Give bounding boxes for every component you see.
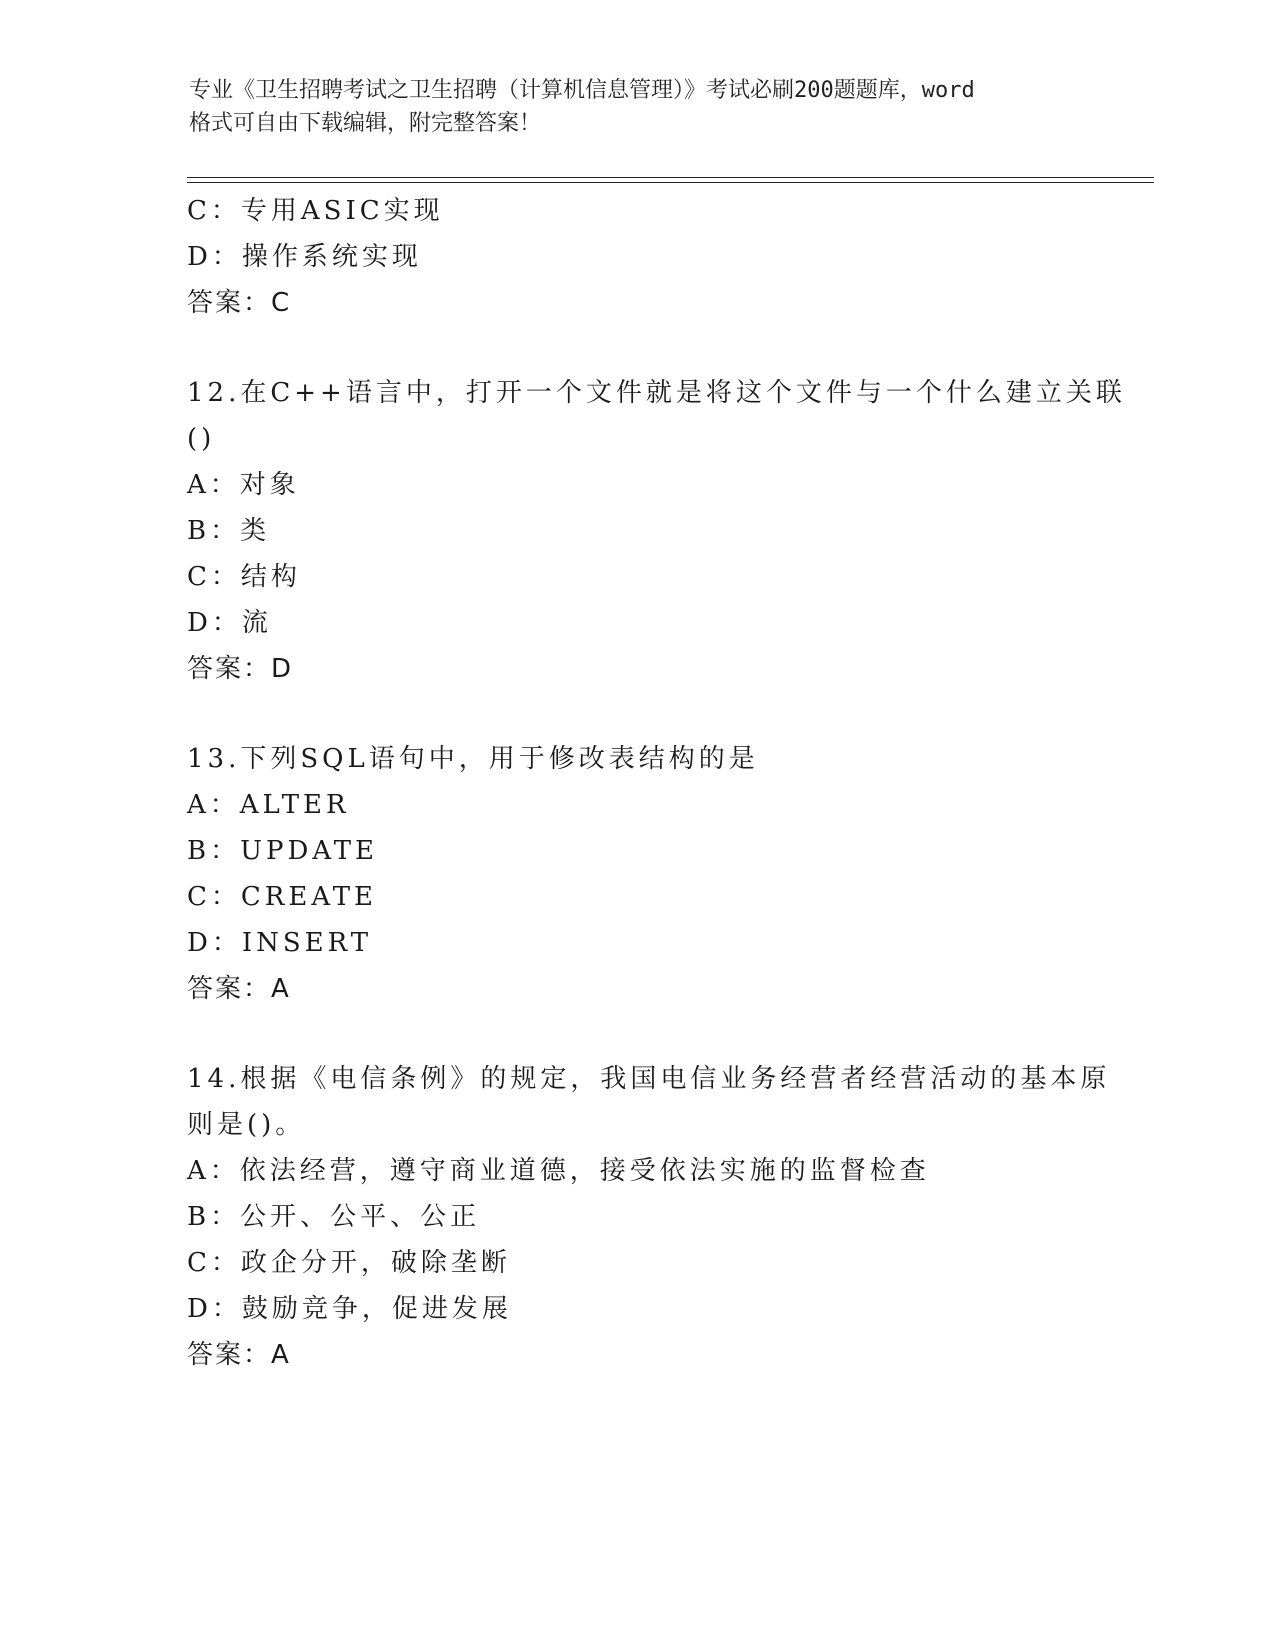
option-c: C：政企分开，破除垄断 [187, 1248, 511, 1278]
question-stem-continued: () [187, 424, 216, 454]
option-b: B：UPDATE [187, 836, 379, 866]
header-divider-bottom [187, 182, 1154, 183]
question-list [187, 188, 1126, 1378]
option-d: D：操作系统实现 [187, 242, 422, 272]
option-a: A：ALTER [187, 790, 350, 820]
option-c: C：CREATE [187, 882, 378, 912]
answer-label: 答案：C [187, 288, 292, 318]
question-stem: 12.在C++语言中，打开一个文件就是将这个文件与一个什么建立关联 [187, 378, 1126, 408]
question-14 [187, 1056, 1111, 1378]
question-13 [187, 736, 1087, 1012]
header-line-2: 格式可自由下载编辑，附完整答案！ [189, 111, 542, 136]
option-b: B：类 [187, 516, 271, 546]
question-stem: 14.根据《电信条例》的规定，我国电信业务经营者经营活动的基本原 [187, 1064, 1111, 1094]
option-a: A：依法经营，遵守商业道德，接受依法实施的监督检查 [187, 1156, 930, 1186]
option-c: C：专用ASIC实现 [187, 196, 444, 226]
option-a: A：对象 [187, 470, 300, 500]
question-11-fragment [187, 188, 1087, 326]
spacer [187, 1012, 1087, 1056]
document-header [189, 74, 1109, 140]
question-12 [187, 370, 1126, 692]
header-line-1: 专业《卫生招聘考试之卫生招聘（计算机信息管理）》考试必刷200题题库，word [189, 78, 975, 103]
option-d: D：流 [187, 608, 272, 638]
option-d: D：INSERT [187, 928, 373, 958]
answer-label: 答案：A [187, 974, 291, 1004]
header-divider-top [187, 177, 1154, 178]
spacer [187, 326, 1087, 370]
answer-label: 答案：A [187, 1340, 291, 1370]
option-c: C：结构 [187, 562, 301, 592]
option-b: B：公开、公平、公正 [187, 1202, 481, 1232]
question-stem-continued: 则是()。 [187, 1110, 306, 1140]
option-d: D：鼓励竞争，促进发展 [187, 1294, 512, 1324]
answer-label: 答案：D [187, 654, 294, 684]
spacer [187, 692, 1087, 736]
question-stem: 13.下列SQL语句中，用于修改表结构的是 [187, 744, 759, 774]
